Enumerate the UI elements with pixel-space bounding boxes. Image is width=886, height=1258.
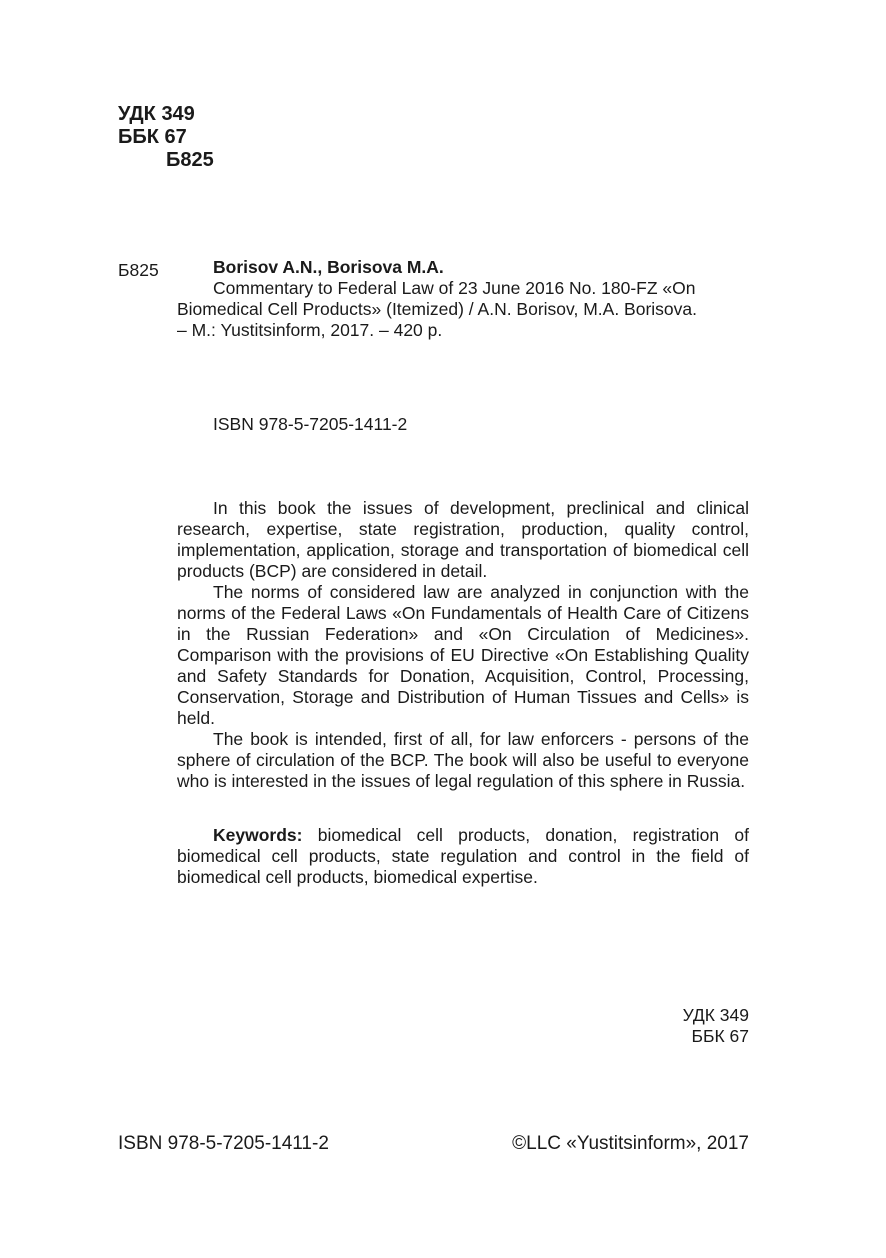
author-mark-header: Б825: [166, 149, 214, 171]
description-line-3: – M.: Yustitsinform, 2017. – 420 p.: [177, 320, 443, 340]
isbn: ISBN 978-5-7205-1411-2: [213, 414, 408, 434]
udk-header: УДК 349: [118, 103, 195, 125]
udk-footer: УДК 349: [682, 1005, 749, 1025]
keywords-text: biomedical cell products, donation, registration of biomedical cell products, state regulation and control in the field of biomedical cell products, biomedical expertise.: [177, 825, 749, 887]
abstract-paragraph-2: The norms of considered law are analyzed in conjunction with the norms of the Federal Laws «On Fundamentals of Health Care of Citizens in the Russian Federation» and «On Circulation of Medicines». Comparison with the provisions of EU Directive «On Establishing Quality and Safety Standards for Donation, Acquisition, Control, Processing, Conservation, Storage and Distribution of Human Tissues and Cells» is held.: [177, 582, 749, 728]
bbk-header: ББК 67: [118, 126, 187, 148]
copyright: ©LLC «Yustitsinform», 2017: [512, 1133, 749, 1154]
bbk-footer: ББК 67: [691, 1026, 749, 1046]
abstract-paragraph-1: In this book the issues of development, preclinical and clinical research, expertise, state registration, production, quality control, implementation, application, storage and transportation of biomedical cell products (BCP) are considered in detail.: [177, 498, 749, 581]
abstract: [177, 498, 749, 792]
keywords-label: Keywords:: [213, 825, 303, 845]
abstract-paragraph-3: The book is intended, first of all, for law enforcers - persons of the sphere of circulation of the BCP. The book will also be useful to everyone who is interested in the issues of legal regulation of this sphere in Russia.: [177, 729, 749, 791]
authors: Borisov A.N., Borisova M.A.: [213, 257, 444, 277]
keywords-block: [177, 825, 749, 888]
footer-isbn: ISBN 978-5-7205-1411-2: [118, 1133, 329, 1154]
author-mark: Б825: [118, 260, 159, 280]
description-line-2: Biomedical Cell Products» (Itemized) / A.N. Borisov, M.A. Borisova.: [177, 299, 697, 319]
description-line-1: Commentary to Federal Law of 23 June 2016 No. 180-FZ «On: [213, 278, 696, 298]
